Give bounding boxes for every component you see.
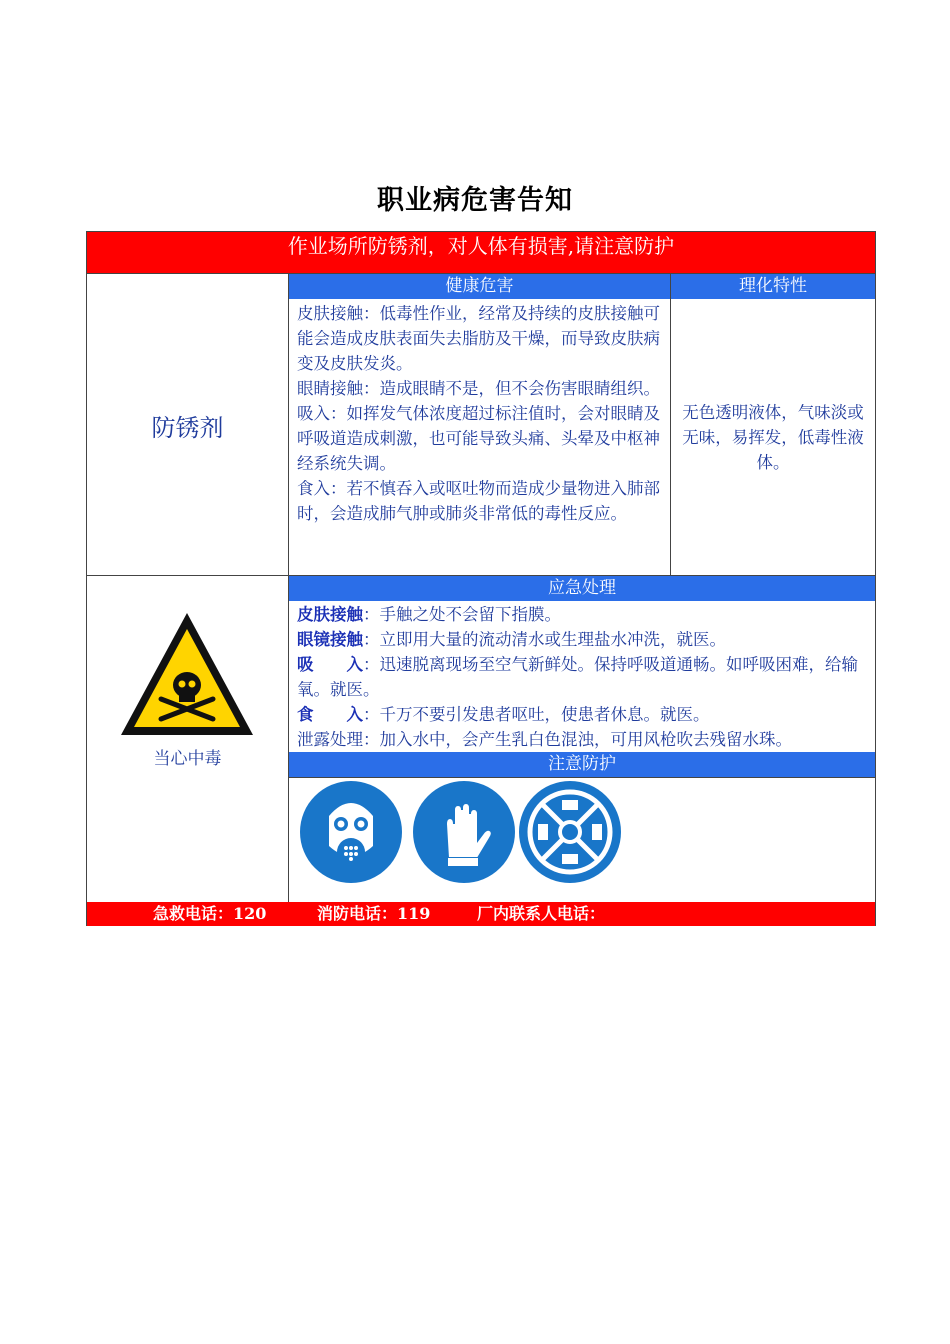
- warning-sign-label: 当心中毒: [153, 749, 222, 769]
- emergency-item: [297, 727, 867, 752]
- agent-name: 防锈剂: [151, 413, 224, 442]
- physchem-text: 无色透明液体，气味淡或无味，易挥发，低毒性液体。: [682, 403, 864, 472]
- emergency-label: 食 入: [297, 705, 363, 724]
- emergency-label: 皮肤接触: [297, 605, 363, 624]
- health-item: 眼睛接触：造成眼睛不是，但不会伤害眼睛组织。: [297, 379, 660, 398]
- ventilation-icon: [518, 780, 622, 884]
- emergency-item: [297, 702, 867, 727]
- emergency-label: 吸 入: [297, 655, 363, 674]
- emergency-detail: 泄露处理：加入水中，会产生乳白色混浊，可用风枪吹去残留水珠。: [297, 730, 792, 749]
- health-hazard-text: [289, 300, 669, 526]
- emergency-text: [289, 602, 875, 752]
- emergency-detail: ：千万不要引发患者呕吐，使患者休息。就医。: [363, 705, 710, 724]
- protective-gloves-icon: [412, 780, 516, 884]
- protection-header: 注意防护: [289, 752, 875, 777]
- emergency-detail: ：立即用大量的流动清水或生理盐水冲洗，就医。: [363, 630, 726, 649]
- first-aid-phone: 急救电话：120: [153, 904, 267, 923]
- warning-banner: 作业场所防锈剂，对人体有损害,请注意防护: [87, 232, 875, 273]
- page-title: 职业病危害告知: [377, 185, 573, 216]
- emergency-label: 眼镜接触: [297, 630, 363, 649]
- toxic-warning-icon: [117, 607, 257, 747]
- emergency-item: [297, 627, 867, 652]
- emergency-detail: ：迅速脱离现场至空气新鲜处。保持呼吸道通畅。如呼吸困难，给输氧。就医。: [297, 655, 858, 699]
- emergency-header: 应急处理: [289, 576, 875, 601]
- emergency-item: [297, 602, 867, 627]
- fire-phone: 消防电话：119: [317, 904, 431, 923]
- health-hazard-header: 健康危害: [289, 274, 670, 299]
- physchem-header: 理化特性: [671, 274, 875, 299]
- health-item: 吸入：如挥发气体浓度超过标注值时，会对眼睛及呼吸道造成刺激，也可能导致头痛、头晕及中枢神经系统失调。: [297, 404, 660, 473]
- divider: [289, 777, 875, 778]
- emergency-item: [297, 652, 867, 702]
- emergency-detail: ：手触之处不会留下指膜。: [363, 605, 561, 624]
- hazard-notice-table: [86, 231, 876, 926]
- factory-contact-phone: 厂内联系人电话：: [477, 904, 606, 923]
- gas-mask-icon: [299, 780, 403, 884]
- emergency-phone-bar: [87, 902, 875, 926]
- health-item: 皮肤接触：低毒性作业，经常及持续的皮肤接触可能会造成皮肤表面失去脂肪及干燥，而导致皮肤病变及皮肤发炎。: [297, 304, 660, 373]
- health-item: 食入：若不慎吞入或呕吐物而造成少量物进入肺部时，会造成肺气肿或肺炎非常低的毒性反应。: [297, 479, 660, 523]
